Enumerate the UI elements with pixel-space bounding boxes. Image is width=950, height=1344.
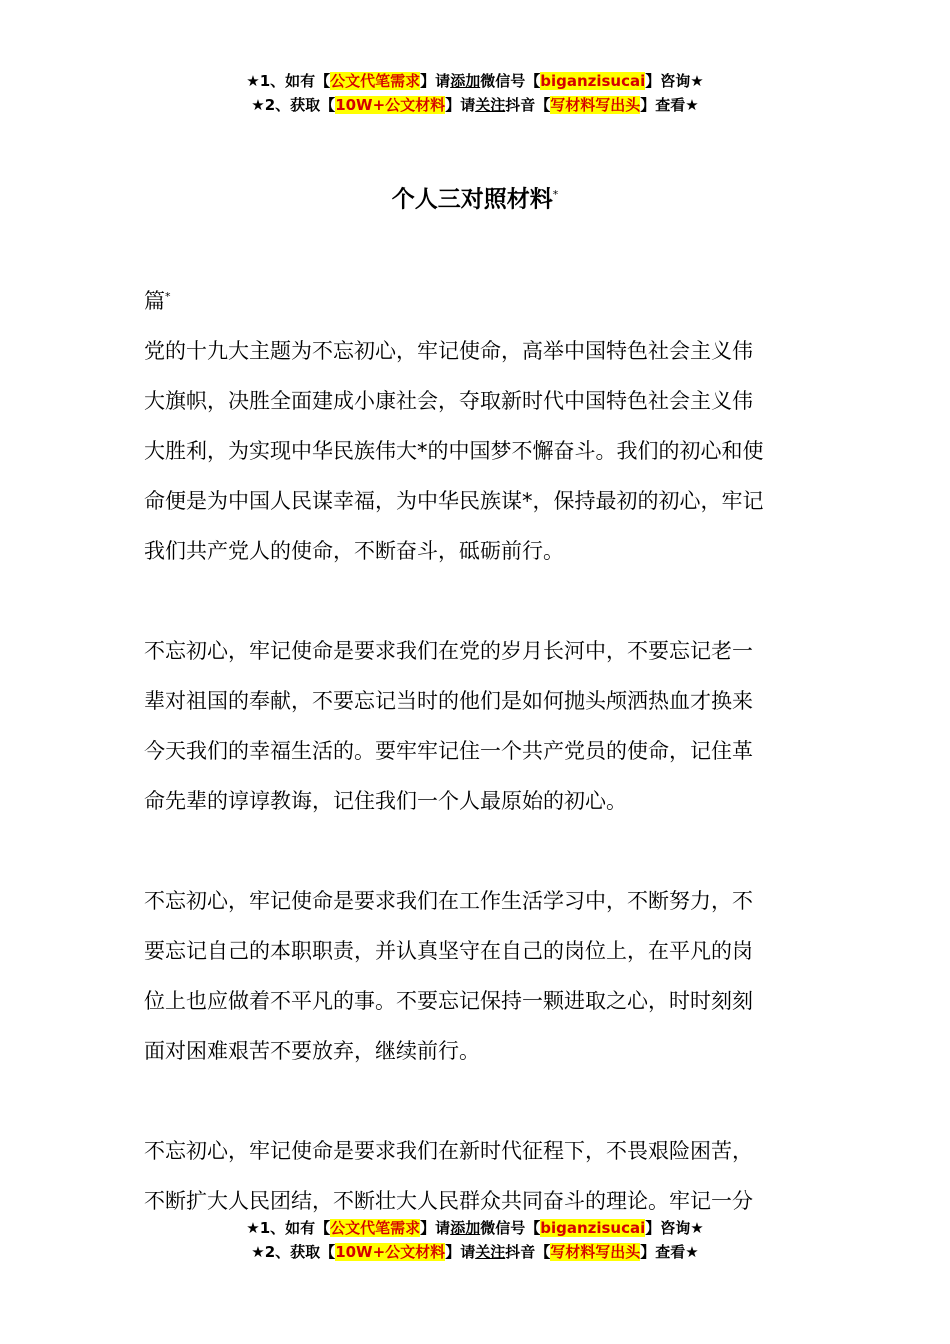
banner-text: 】查看★ — [640, 1243, 699, 1261]
banner-highlight: 公文代笔需求 — [330, 72, 421, 90]
banner-text: 】请 — [420, 72, 451, 90]
banner-text: 】请 — [420, 1219, 451, 1237]
banner-highlight: 写材料写出头 — [550, 96, 641, 114]
banner-text: 】请 — [445, 96, 476, 114]
paragraph-line: 大旗帜，决胜全面建成小康社会，夺取新时代中国特色社会主义伟 — [144, 389, 753, 413]
banner-highlight: biganzisucai — [540, 1219, 646, 1237]
document-body — [144, 272, 808, 1226]
banner-text: 】咨询★ — [645, 72, 704, 90]
banner-underline: 关注 — [475, 96, 506, 114]
section-mark: * — [165, 290, 171, 303]
banner-text: ★1、如有【 — [246, 72, 331, 90]
banner-highlight: 公文代笔需求 — [330, 1219, 421, 1237]
banner-text: 】请 — [445, 1243, 476, 1261]
banner-underline: 添加 — [450, 1219, 481, 1237]
banner-text: ★2、获取【 — [251, 1243, 336, 1261]
paragraph-line: 要忘记自己的本职职责，并认真坚守在自己的岗位上，在平凡的岗 — [144, 939, 753, 963]
banner-text: 微信号【 — [480, 1219, 541, 1237]
banner-line-1 — [0, 69, 950, 93]
title-text: 个人三对照材料 — [391, 186, 553, 213]
banner-text: 】咨询★ — [645, 1219, 704, 1237]
paragraph-line: 辈对祖国的奉献，不要忘记当时的他们是如何抛头颅洒热血才换来 — [144, 689, 753, 713]
title-mark: * — [552, 188, 559, 201]
banner-highlight: 10W+公文材料 — [335, 96, 446, 114]
paragraph-line: 我们共产党人的使命，不断奋斗，砥砺前行。 — [144, 539, 564, 563]
paragraph-spacer — [144, 576, 808, 626]
banner-text: 】查看★ — [640, 96, 699, 114]
paragraph-line: 今天我们的幸福生活的。要牢牢记住一个共产党员的使命，记住革 — [144, 739, 753, 763]
paragraph-line: 位上也应做着不平凡的事。不要忘记保持一颗进取之心，时时刻刻 — [144, 989, 753, 1013]
banner-highlight: 10W+公文材料 — [335, 1243, 446, 1261]
section-label — [144, 272, 808, 326]
paragraph-line: 不忘初心，牢记使命是要求我们在工作生活学习中，不断努力，不 — [144, 889, 753, 913]
banner-highlight: biganzisucai — [540, 72, 646, 90]
section-label-text: 篇 — [144, 289, 165, 313]
banner-underline: 添加 — [450, 72, 481, 90]
paragraph-line: 大胜利，为实现中华民族伟大*的中国梦不懈奋斗。我们的初心和使 — [144, 439, 764, 463]
paragraph-line: 不断扩大人民团结，不断壮大人民群众共同奋斗的理论。牢记一分 — [144, 1189, 753, 1213]
paragraph-line: 党的十九大主题为不忘初心，牢记使命，高举中国特色社会主义伟 — [144, 339, 753, 363]
paragraph-spacer — [144, 1076, 808, 1126]
banner-text: ★1、如有【 — [246, 1219, 331, 1237]
paragraph-line: 不忘初心，牢记使命是要求我们在新时代征程下，不畏艰险困苦， — [144, 1139, 753, 1163]
banner-line-2 — [0, 93, 950, 117]
banner-text: 微信号【 — [480, 72, 541, 90]
paragraph-line: 面对困难艰苦不要放弃，继续前行。 — [144, 1039, 480, 1063]
banner-line-2 — [0, 1240, 950, 1264]
footer-banner — [0, 1216, 950, 1264]
banner-highlight: 写材料写出头 — [550, 1243, 641, 1261]
paragraph-line: 命先辈的谆谆教诲，记住我们一个人最原始的初心。 — [144, 789, 627, 813]
banner-underline: 关注 — [475, 1243, 506, 1261]
paragraph-line: 不忘初心，牢记使命是要求我们在党的岁月长河中，不要忘记老一 — [144, 639, 753, 663]
banner-text: 抖音【 — [505, 1243, 551, 1261]
header-banner — [0, 69, 950, 117]
document-title — [0, 178, 950, 217]
banner-line-1 — [0, 1216, 950, 1240]
banner-text: 抖音【 — [505, 96, 551, 114]
paragraph-spacer — [144, 826, 808, 876]
paragraph-line: 命便是为中国人民谋幸福，为中华民族谋*，保持最初的初心，牢记 — [144, 489, 764, 513]
banner-text: ★2、获取【 — [251, 96, 336, 114]
